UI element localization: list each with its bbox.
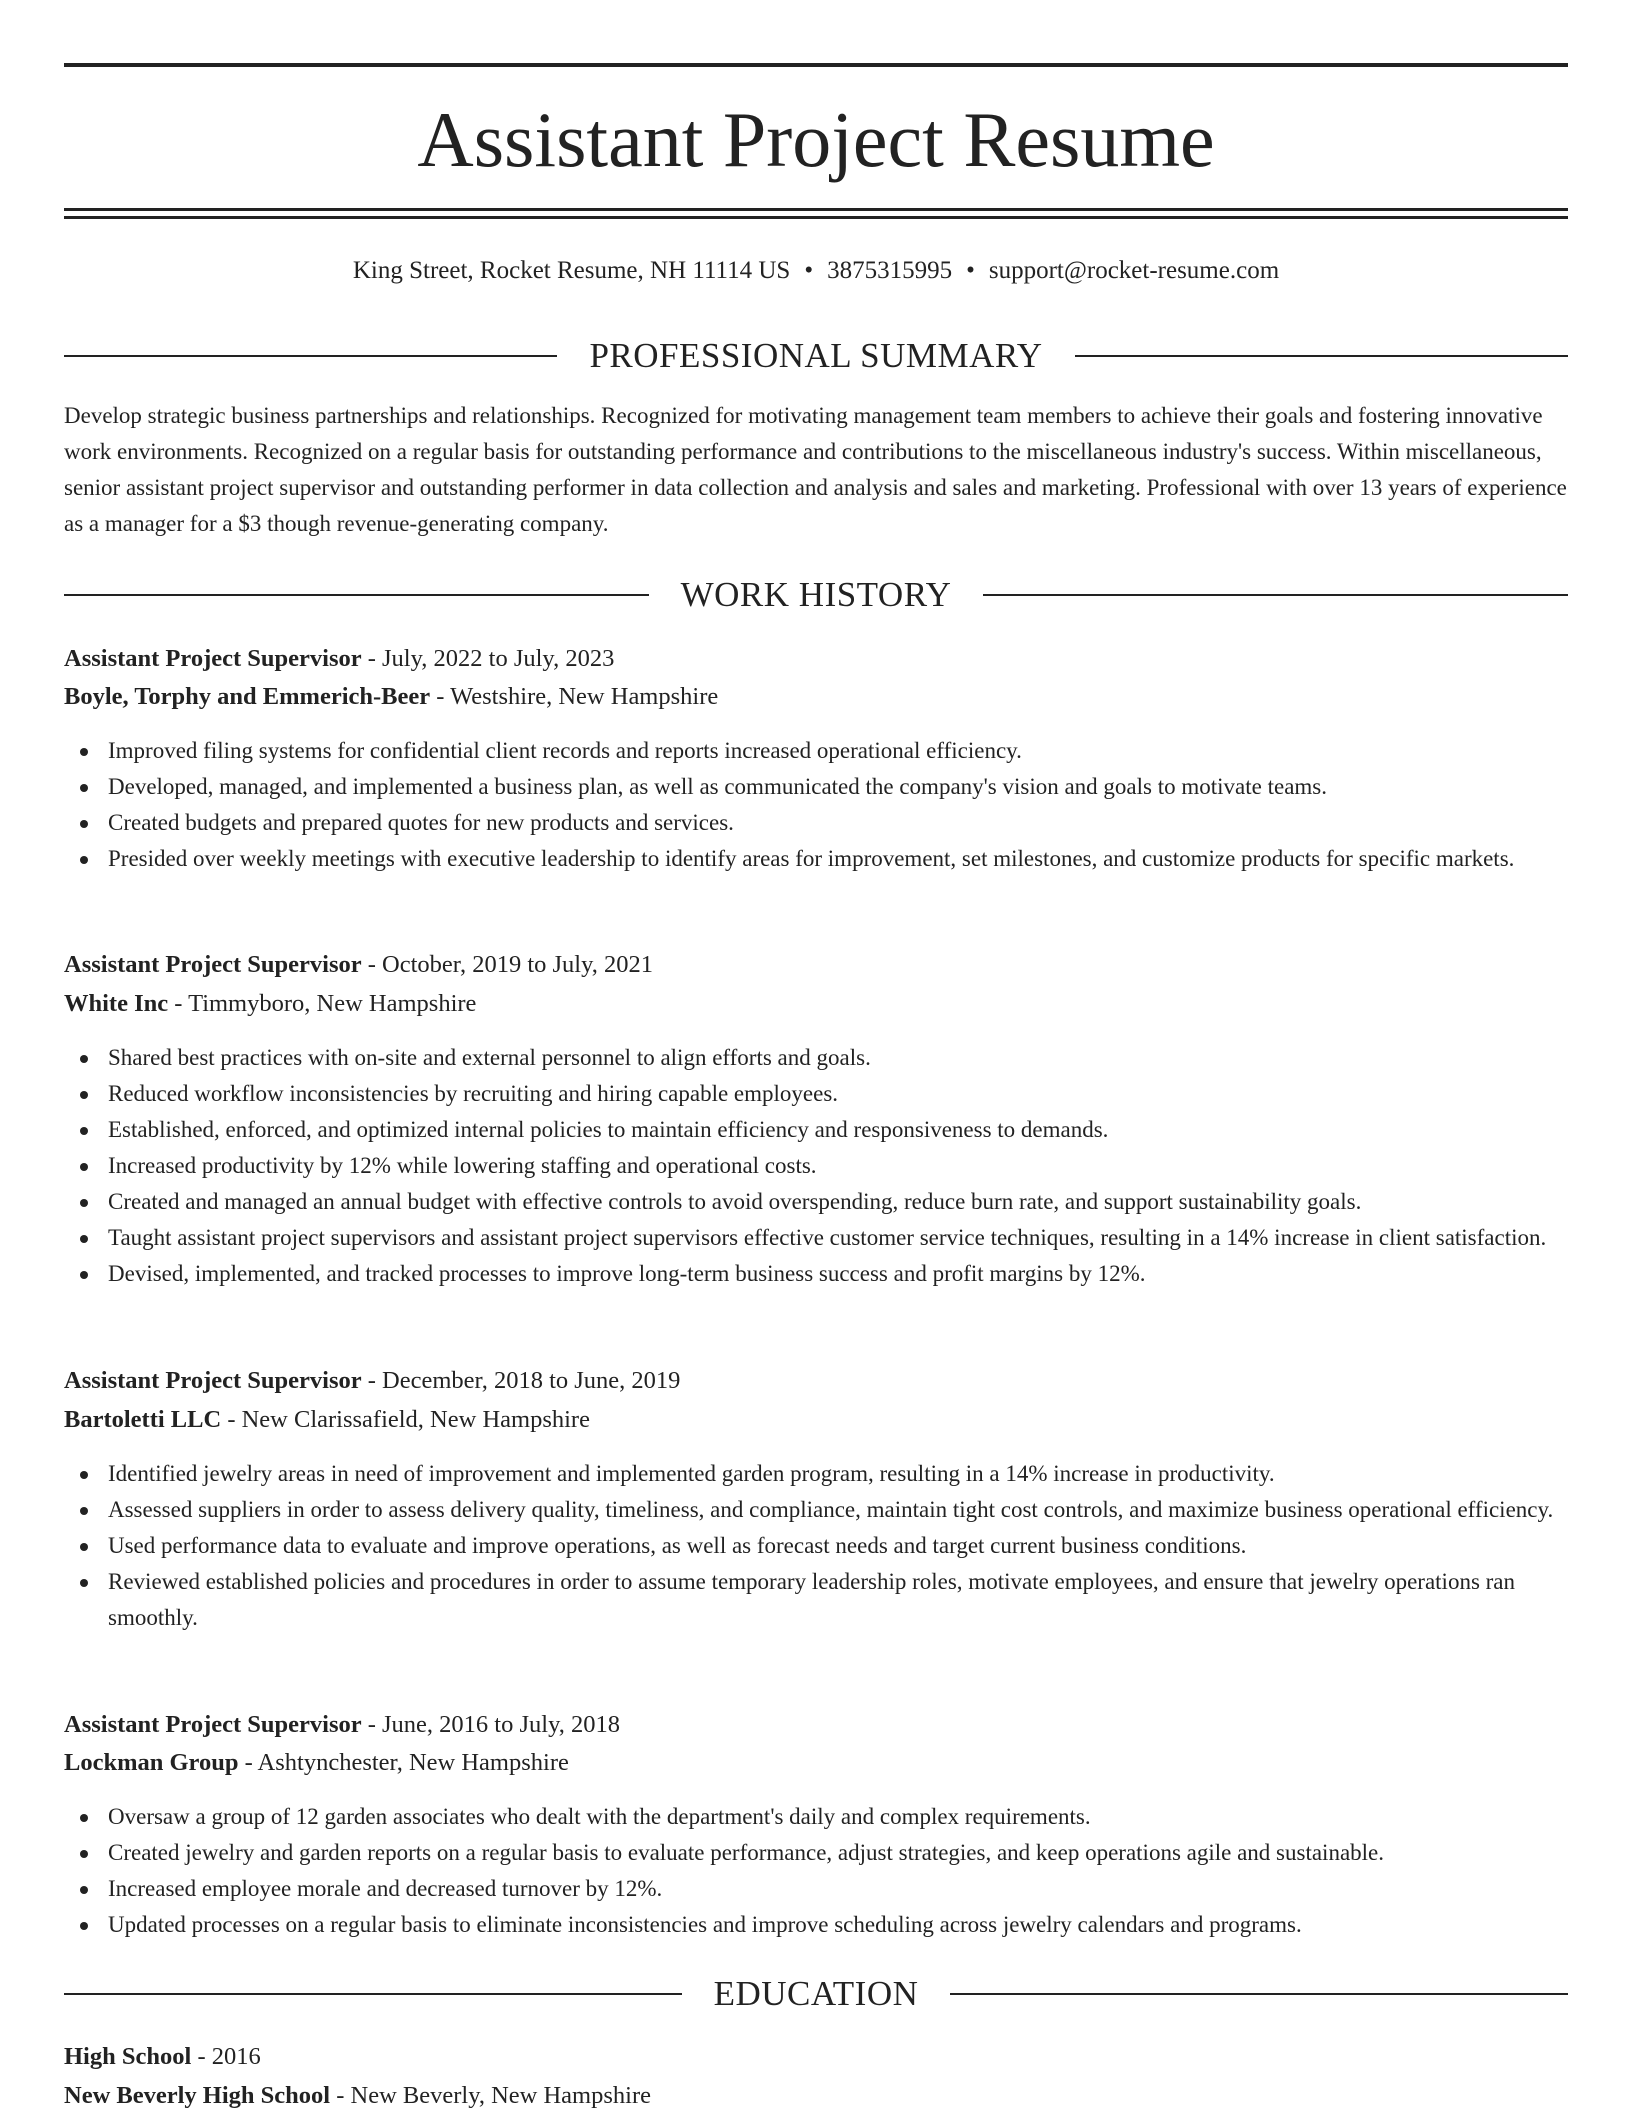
job-dates: - June, 2016 to July, 2018 <box>361 1711 620 1738</box>
job-bullet: Taught assistant project supervisors and assistant project supervisors effective customer service techniques, resulting in a 14% increase in client satisfaction. <box>64 1220 1568 1256</box>
header-double-rule-upper <box>64 208 1568 211</box>
heading-rule-left <box>64 355 557 357</box>
contact-address: King Street, Rocket Resume, NH 11114 US <box>352 257 791 284</box>
job-bullet: Improved filing systems for confidential client records and reports increased operational efficiency. <box>64 733 1568 769</box>
header-top-rule <box>64 63 1568 67</box>
education-school-line <box>64 2078 1568 2112</box>
section-heading-label: PROFESSIONAL SUMMARY <box>589 336 1043 375</box>
job-bullet: Identified jewelry areas in need of improvement and implemented garden program, resulting in a 14% increase in productivity. <box>64 1456 1568 1492</box>
contact-phone: 3875315995 <box>827 257 953 284</box>
job-location: - Ashtynchester, New Hampshire <box>238 1749 569 1776</box>
job-bullet: Devised, implemented, and tracked processes to improve long-term business success and profit margins by 12%. <box>64 1256 1568 1292</box>
job-bullets <box>64 733 1568 877</box>
job-company-line <box>64 1402 1568 1438</box>
job-bullet: Developed, managed, and implemented a business plan, as well as communicated the company's vision and goals to motivate teams. <box>64 769 1568 805</box>
job-bullet: Reduced workflow inconsistencies by recruiting and hiring capable employees. <box>64 1076 1568 1112</box>
resume-title: Assistant Project Resume <box>417 96 1215 183</box>
section-heading-work-history <box>64 573 1568 617</box>
job-title-line <box>64 1363 1568 1399</box>
education-location: - New Beverly, New Hampshire <box>330 2082 651 2109</box>
job-title: Assistant Project Supervisor <box>64 1711 362 1738</box>
contact-email[interactable]: support@rocket-resume.com <box>988 257 1280 284</box>
job-bullet: Increased employee morale and decreased turnover by 12%. <box>64 1871 1568 1907</box>
job-bullet: Created and managed an annual budget with effective controls to avoid overspending, reduce burn rate, and support sustainability goals. <box>64 1184 1568 1220</box>
job-company: Lockman Group <box>64 1749 239 1776</box>
education-degree-line <box>64 2039 1568 2075</box>
job-company: White Inc <box>64 990 169 1017</box>
job-bullet: Used performance data to evaluate and improve operations, as well as forecast needs and target current business conditions. <box>64 1528 1568 1564</box>
job-title: Assistant Project Supervisor <box>64 645 362 672</box>
job-bullet: Reviewed established policies and procedures in order to assume temporary leadership roles, motivate employees, and ensure that jewelry operations ran smoothly. <box>64 1564 1568 1636</box>
job-company: Boyle, Torphy and Emmerich-Beer <box>64 683 431 710</box>
job-dates: - July, 2022 to July, 2023 <box>361 645 615 672</box>
job-title-line <box>64 1707 1568 1743</box>
job-company-line <box>64 986 1568 1022</box>
job-bullets <box>64 1040 1568 1292</box>
job-bullets <box>64 1799 1568 1943</box>
job-bullet: Created budgets and prepared quotes for new products and services. <box>64 805 1568 841</box>
job-bullet: Assessed suppliers in order to assess delivery quality, timeliness, and compliance, maintain tight cost controls, and maximize business operational efficiency. <box>64 1492 1568 1528</box>
heading-rule-left <box>64 594 649 596</box>
job-dates: - December, 2018 to June, 2019 <box>361 1367 681 1394</box>
job-title: Assistant Project Supervisor <box>64 1367 362 1394</box>
job-location: - Westshire, New Hampshire <box>430 683 719 710</box>
job-location: - New Clarissafield, New Hampshire <box>221 1406 590 1433</box>
education-degree: High School <box>64 2043 192 2070</box>
job-bullets <box>64 1456 1568 1636</box>
heading-rule-left <box>64 1993 682 1995</box>
section-heading-summary <box>64 334 1568 378</box>
job-title: Assistant Project Supervisor <box>64 951 362 978</box>
header-double-rule-lower <box>64 216 1568 219</box>
job-title-line <box>64 641 1568 677</box>
job-bullet: Presided over weekly meetings with executive leadership to identify areas for improvement, set milestones, and customize products for specific markets. <box>64 841 1568 877</box>
contact-line <box>64 254 1568 288</box>
summary-text: Develop strategic business partnerships and relationships. Recognized for motivating management team members to achieve their goals and fostering innovative work environments. Recognized on a regular basis for outstanding performance and contributions to the miscellaneous industry's success. Within miscellaneous, senior assistant project supervisor and outstanding performer in data collection and analysis and sales and marketing. Professional with over 13 years of experience as a manager for a $3 though revenue-generating company. <box>64 403 1567 536</box>
job-bullet: Created jewelry and garden reports on a regular basis to evaluate performance, adjust strategies, and keep operations agile and sustainable. <box>64 1835 1568 1871</box>
job-dates: - October, 2019 to July, 2021 <box>361 951 654 978</box>
contact-separator: • <box>804 257 814 284</box>
education-school: New Beverly High School <box>64 2082 331 2109</box>
education-year: - 2016 <box>191 2043 261 2070</box>
job-company: Bartoletti LLC <box>64 1406 222 1433</box>
contact-separator: • <box>966 257 975 284</box>
heading-rule-right <box>1075 355 1568 357</box>
job-bullet: Updated processes on a regular basis to eliminate inconsistencies and improve scheduling across jewelry calendars and programs. <box>64 1907 1568 1943</box>
section-heading-label: EDUCATION <box>713 1974 919 2013</box>
section-heading-education <box>64 1972 1568 2016</box>
heading-rule-right <box>983 594 1568 596</box>
job-bullet: Shared best practices with on-site and external personnel to align efforts and goals. <box>64 1040 1568 1076</box>
job-location: - Timmyboro, New Hampshire <box>168 990 477 1017</box>
job-bullet: Established, enforced, and optimized internal policies to maintain efficiency and responsiveness to demands. <box>64 1112 1568 1148</box>
heading-rule-right <box>950 1993 1568 1995</box>
job-bullet: Increased productivity by 12% while lowering staffing and operational costs. <box>64 1148 1568 1184</box>
job-title-line <box>64 947 1568 983</box>
job-company-line <box>64 1745 1568 1781</box>
job-bullet: Oversaw a group of 12 garden associates who dealt with the department's daily and complex requirements. <box>64 1799 1568 1835</box>
section-heading-label: WORK HISTORY <box>680 575 952 614</box>
job-company-line <box>64 679 1568 715</box>
